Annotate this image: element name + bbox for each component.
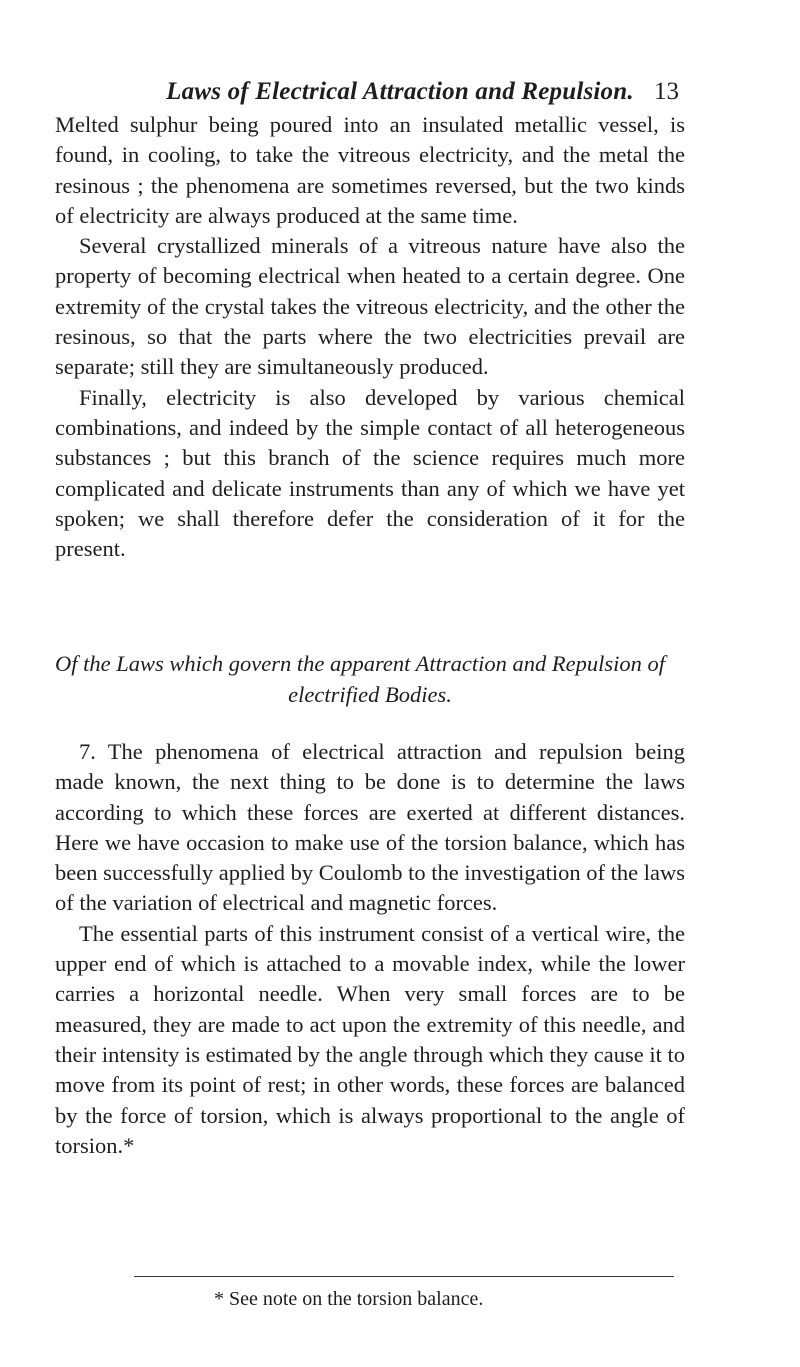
body-text-bottom: [55, 737, 685, 1161]
paragraph-sulphur: Melted sulphur being poured into an insulated metallic vessel, is found, in cooling, to take the vitreous electricity, and the metal the resinous ; the phenomena are sometimes reversed, but the two kinds of electricity are always produced at the same time.: [55, 112, 685, 228]
paragraph-chemical-combinations: Finally, electricity is also developed by various chemical combinations, and indeed by the simple contact of all heterogeneous substances ; but this branch of the science requires much more complicated and delicate instruments than any of which we have yet spoken; we shall therefore defer the consideration of it for the present.: [55, 384, 685, 562]
footnote: * See note on the torsion balance.: [214, 1288, 484, 1310]
section-heading-line-2: electrified Bodies.: [288, 682, 452, 707]
section-heading-line-1: Of the Laws which govern the apparent Attraction and Repulsion of: [55, 651, 665, 676]
running-title: Laws of Electrical Attraction and Repulsion.: [166, 78, 634, 105]
body-text-top: [55, 110, 685, 564]
footnote-divider: [134, 1276, 674, 1277]
page-number: 13: [654, 78, 679, 105]
paragraph-torsion-balance: The essential parts of this instrument consist of a vertical wire, the upper end of which is attached to a movable index, while the lower carries a horizontal needle. When very small forces are to be measured, they are made to act upon the extremity of this needle, and their intensity is estimated by the angle through which they cause it to move from its point of rest; in other words, these forces are balanced by the force of torsion, which is always proportional to the angle of torsion.*: [55, 920, 685, 1158]
section-heading: [55, 648, 685, 710]
paragraph-crystallized-minerals: Several crystallized minerals of a vitreous nature have also the property of becoming electrical when heated to a certain degree. One extremity of the crystal takes the vitreous electricity, and the other the resinous, so that the parts where the two electricities prevail are separate; still they are simultaneously produced.: [55, 233, 685, 380]
paragraph-section-7: 7. The phenomena of electrical attraction and repulsion being made known, the next thing to be done is to determine the laws according to which these forces are exerted at different distances. Here we have occasion to make use of the torsion balance, which has been successfully applied by Coulomb to the investigation of the laws of the variation of electrical and magnetic forces.: [55, 739, 685, 916]
